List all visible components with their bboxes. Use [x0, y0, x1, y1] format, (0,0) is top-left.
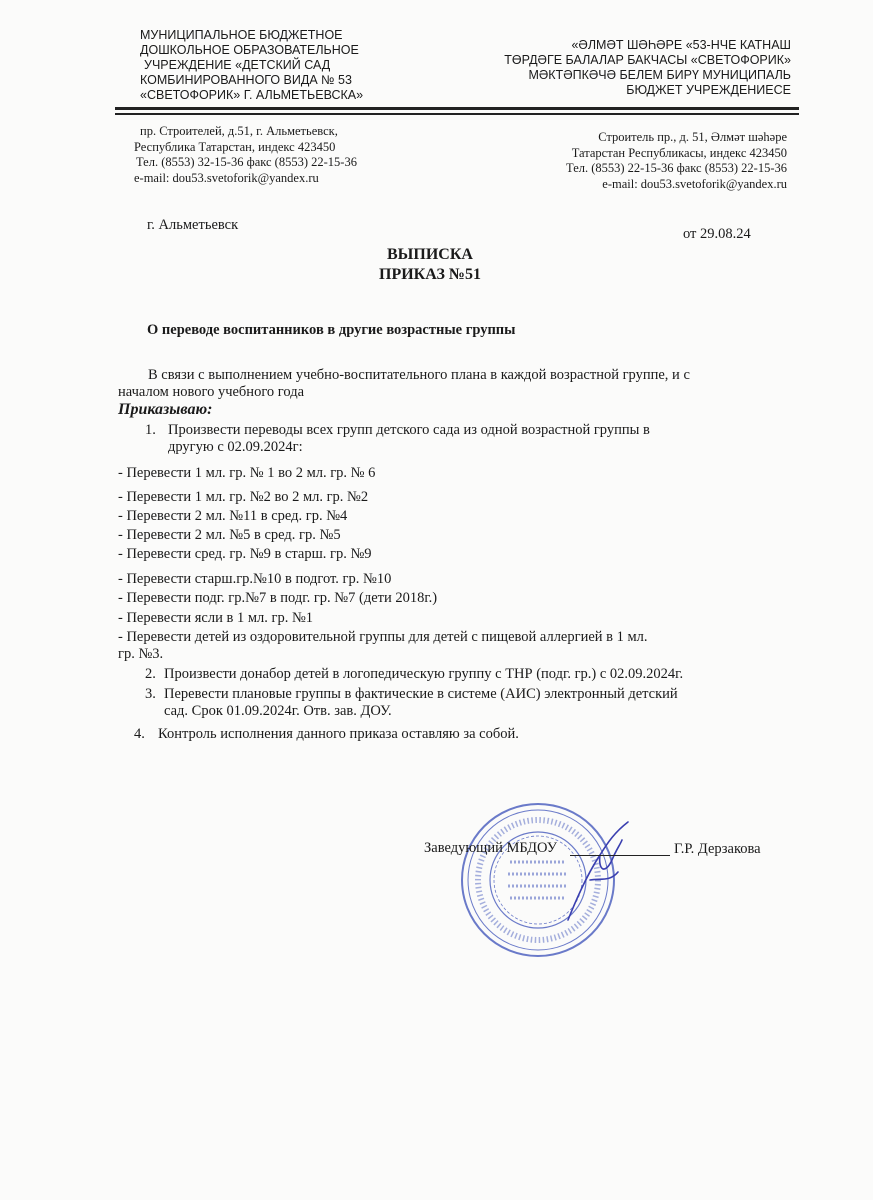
document-date: от 29.08.24: [683, 226, 751, 242]
preamble-line: В связи с выполнением учебно-воспитательного плана в каждой возрастной группе, и с: [148, 367, 690, 383]
transfer-item: - Перевести сред. гр. №9 в старш. гр. №9: [118, 546, 372, 562]
header-left-line: КОМБИНИРОВАННОГО ВИДА № 53: [140, 73, 352, 87]
header-right-line: «ӘЛМӘТ ШӘҺӘРЕ «53-НЧЕ КАТНАШ: [571, 38, 791, 52]
transfer-item: - Перевести ясли в 1 мл. гр. №1: [118, 610, 314, 626]
signature-icon: [560, 820, 640, 930]
order-directive: Приказываю:: [118, 401, 213, 418]
header-divider-thick: [115, 107, 799, 110]
header-divider-thin: [115, 113, 799, 115]
transfer-item: - Перевести 1 мл. гр. №2 во 2 мл. гр. №2: [118, 489, 369, 505]
document-title: ВЫПИСКА: [387, 246, 473, 263]
header-left-org-name: [140, 28, 363, 103]
transfer-item: - Перевести старш.гр.№10 в подгот. гр. №10: [118, 571, 392, 587]
item-number: 2.: [145, 666, 156, 682]
header-right-line: ТӨРДӘГЕ БАЛАЛАР БАКЧАСЫ «СВЕТОФОРИК»: [504, 53, 791, 67]
header-left-line: ДОШКОЛЬНОЕ ОБРАЗОВАТЕЛЬНОЕ: [140, 43, 359, 57]
preamble-line: началом нового учебного года: [118, 384, 305, 400]
item-1-text: другую с 02.09.2024г:: [168, 439, 303, 455]
transfer-item: - Перевести 2 мл. №11 в сред. гр. №4: [118, 508, 348, 524]
item-2-text: Произвести донабор детей в логопедическую группу с ТНР (подг. гр.) с 02.09.2024г.: [164, 666, 684, 682]
contact-line: Татарстан Республикасы, индекс 423450: [571, 145, 787, 160]
item-4-text: Контроль исполнения данного приказа оставляю за собой.: [158, 726, 519, 742]
order-subject: О переводе воспитанников в другие возрастные группы: [147, 322, 516, 338]
signature-title: Заведующий МБДОУ: [424, 840, 557, 856]
header-left-contacts: [134, 124, 357, 186]
item-number: 4.: [134, 726, 145, 742]
header-right-contacts: [566, 130, 787, 192]
contact-line: e-mail: dou53.svetoforik@yandex.ru: [134, 170, 319, 185]
item-number: 1.: [145, 422, 156, 438]
contact-line: Тел. (8553) 22-15-36 факс (8553) 22-15-36: [566, 161, 787, 175]
header-right-org-name: [504, 38, 791, 98]
signature-name: Г.Р. Дерзакова: [674, 841, 761, 857]
header-right-line: БЮДЖЕТ УЧРЕЖДЕНИЕСЕ: [626, 83, 791, 97]
contact-line: Тел. (8553) 32-15-36 факс (8553) 22-15-36: [136, 155, 357, 169]
header-right-line: МӘКТӘПКӘЧӘ БЕЛЕМ БИРҮ МУНИЦИПАЛЬ: [528, 68, 791, 82]
transfer-item: - Перевести подг. гр.№7 в подг. гр. №7 (дети 2018г.): [118, 590, 438, 606]
item-number: 3.: [145, 686, 156, 702]
header-left-line: МУНИЦИПАЛЬНОЕ БЮДЖЕТНОЕ: [140, 28, 343, 42]
header-left-line: «СВЕТОФОРИК» Г. АЛЬМЕТЬЕВСКА»: [140, 88, 364, 102]
item-3-text: Перевести плановые группы в фактические в системе (АИС) электронный детский: [164, 686, 678, 702]
item-3-text: сад. Срок 01.09.2024г. Отв. зав. ДОУ.: [164, 703, 392, 719]
document-place: г. Альметьевск: [147, 217, 239, 233]
signature-line: [570, 855, 670, 856]
contact-line: Республика Татарстан, индекс 423450: [134, 139, 336, 154]
transfer-item: - Перевести 1 мл. гр. № 1 во 2 мл. гр. № 6: [118, 465, 376, 481]
transfer-item: - Перевести 2 мл. №5 в сред. гр. №5: [118, 527, 341, 543]
transfer-item-tail: гр. №3.: [118, 646, 164, 662]
contact-line: e-mail: dou53.svetoforik@yandex.ru: [602, 176, 787, 191]
contact-line: пр. Строителей, д.51, г. Альметьевск,: [140, 124, 338, 138]
contact-line: Строитель пр., д. 51, Әлмәт шәһәре: [598, 130, 787, 144]
transfer-item: - Перевести детей из оздоровительной группы для детей с пищевой аллергией в 1 мл.: [118, 629, 648, 645]
header-left-line: УЧРЕЖДЕНИЕ «ДЕТСКИЙ САД: [144, 58, 331, 72]
item-1-text: Произвести переводы всех групп детского сада из одной возрастной группы в: [168, 422, 650, 438]
order-number: ПРИКАЗ №51: [379, 266, 481, 283]
